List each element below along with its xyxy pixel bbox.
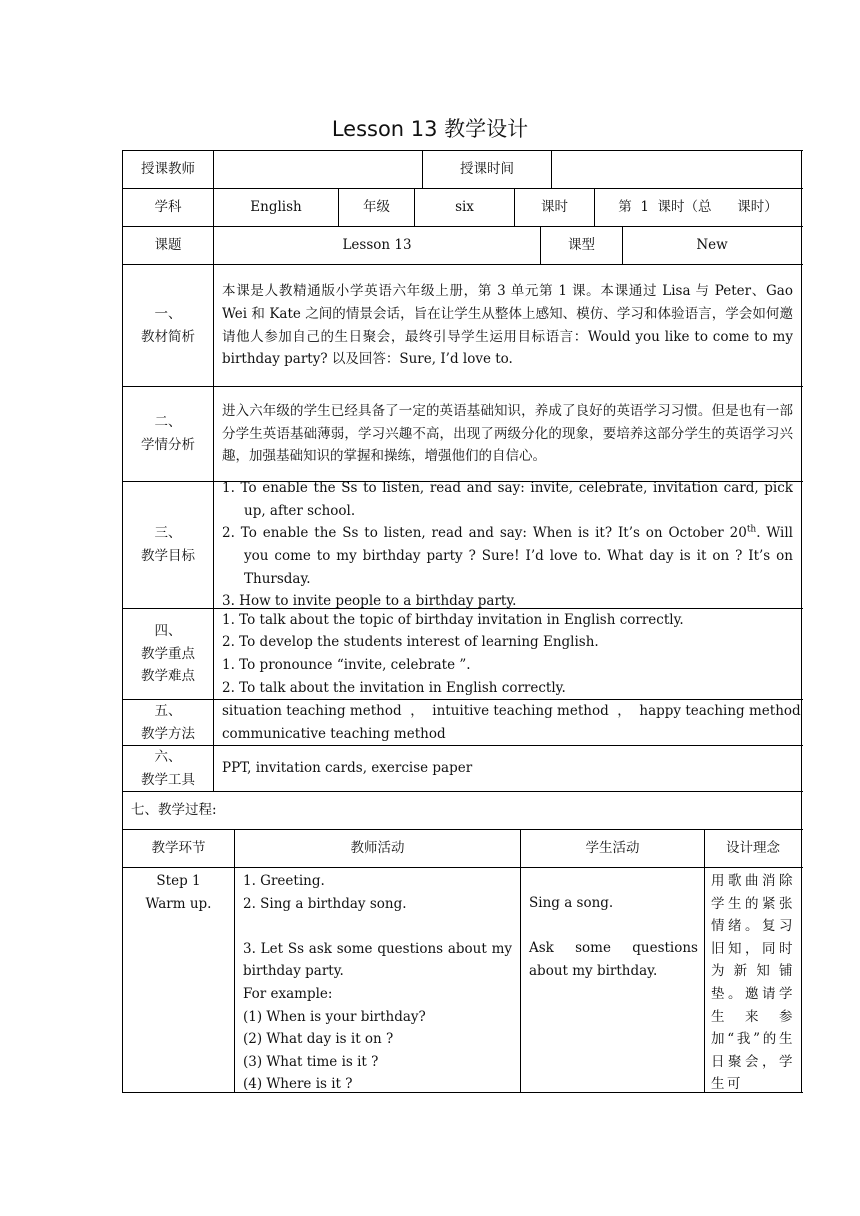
step-1-teacher-activity	[235, 868, 521, 1092]
section-teaching-methods	[123, 700, 803, 746]
teacher-activity-5: (1) When is your birthday?	[243, 1008, 426, 1025]
section-2-number: 二、	[154, 414, 182, 431]
section-7-heading: 七、教学过程:	[123, 792, 802, 829]
section-1-text: 本课是人教精通版小学英语六年级上册，第 3 单元第 1 课。本课通过 Lisa 与 Peter、Gao Wei 和 Kate 之间的情景会话，旨在让学生从整体上感知、模仿、学习和体验语言，学会如何邀请他人参加自己的生日聚会，最终引导学生运用目标语言：Would you like to come to my birthday party? 以及回答：Sure, I’d love to.	[222, 283, 793, 368]
section-5-heading	[123, 700, 214, 745]
section-6-heading	[123, 746, 214, 791]
process-step-1-row	[123, 868, 803, 1093]
process-header-concept: 设计理念	[705, 830, 802, 867]
section-5-number: 五、	[154, 702, 182, 719]
section-5-content	[214, 700, 802, 745]
section-2-text: 进入六年级的学生已经具备了一定的英语基础知识，养成了良好的英语学习习惯。但是也有一部分学生英语基础薄弱，学习兴趣不高，出现了两级分化的现象，要培养这部分学生的英语学习兴趣，加强基础知识的掌握和操练，增强他们的自信心。	[222, 403, 793, 465]
section-3-number: 三、	[154, 525, 182, 542]
section-2-content	[214, 387, 802, 481]
type-value: New	[623, 227, 802, 264]
teacher-value	[214, 151, 423, 188]
time-label: 授课时间	[423, 151, 552, 188]
section-4-content	[214, 609, 802, 699]
grade-value: six	[415, 189, 515, 226]
difficulty-2: 2. To talk about the invitation in English correctly.	[222, 679, 566, 696]
section-4-number: 四、	[154, 623, 182, 640]
teacher-activity-6: (2) What day is it on ?	[243, 1031, 394, 1048]
student-activity-1: Sing a song.	[529, 895, 614, 911]
methods-line-2: communicative teaching method	[222, 725, 446, 742]
teacher-activity-7: (3) What time is it ?	[243, 1053, 379, 1070]
key-point-1: 1. To talk about the topic of birthday invitation in English correctly.	[222, 611, 684, 628]
step-1-student-activity	[521, 868, 705, 1092]
teacher-activity-2: 2. Sing a birthday song.	[243, 895, 407, 912]
student-activity-2: Ask some questions about my birthday.	[529, 940, 698, 979]
step-1-name: Warm up.	[145, 895, 212, 912]
design-concept-text: 用歌曲消除学生的紧张情绪。复习旧知，同时为新知铺垫。邀请学生来参加“我”的生日聚会，学生可	[711, 873, 795, 1092]
section-4-heading	[123, 609, 214, 699]
objective-1: 1. To enable the Ss to listen, read and say: invite, celebrate, invitation card, pick up, after school.	[222, 480, 793, 519]
step-1-design-concept	[705, 868, 802, 1092]
topic-value: Lesson 13	[214, 227, 541, 264]
teacher-label: 授课教师	[123, 151, 214, 188]
objective-2-sup: th	[746, 524, 757, 535]
section-teaching-process	[123, 792, 803, 830]
section-4-label-2: 教学难点	[141, 668, 195, 685]
section-1-label: 教材简析	[141, 328, 195, 345]
methods-line-1: situation teaching method ， intuitive teaching method ， happy teaching method	[222, 702, 801, 719]
section-1-heading	[123, 265, 214, 386]
section-teaching-objectives	[123, 482, 803, 609]
section-6-label: 教学工具	[141, 771, 195, 788]
section-4-label-1: 教学重点	[141, 645, 195, 662]
process-header-student: 学生活动	[521, 830, 705, 867]
section-learner-analysis	[123, 387, 803, 482]
period-label: 课时	[515, 189, 595, 226]
tools-text: PPT, invitation cards, exercise paper	[222, 760, 473, 777]
grade-label: 年级	[339, 189, 415, 226]
section-1-number: 一、	[154, 305, 182, 322]
section-6-number: 六、	[154, 748, 182, 765]
step-1-number: Step 1	[156, 873, 201, 889]
time-value	[552, 151, 802, 188]
section-2-heading	[123, 387, 214, 481]
section-textbook-analysis	[123, 265, 803, 387]
section-key-points	[123, 609, 803, 700]
type-label: 课型	[541, 227, 623, 264]
section-3-content	[214, 482, 802, 608]
objective-3: 3. How to invite people to a birthday party.	[222, 593, 517, 610]
row-subject	[123, 189, 803, 227]
teacher-activity-4: For example:	[243, 985, 333, 1002]
objective-2-rest: . Will you come to my birthday party ? Sure! I’d love to. What day is it on ? It’s on Thursday.	[244, 525, 793, 587]
process-header-teacher: 教师活动	[235, 830, 521, 867]
objective-2-text: 2. To enable the Ss to listen, read and say: When is it? It’s on October 20	[222, 525, 747, 542]
document-title: Lesson 13 教学设计	[331, 117, 529, 141]
subject-label: 学科	[123, 189, 214, 226]
topic-label: 课题	[123, 227, 214, 264]
section-6-content	[214, 746, 802, 791]
objective-2	[222, 522, 793, 590]
section-1-content	[214, 265, 802, 386]
difficulty-1: 1. To pronounce “invite, celebrate ”.	[222, 657, 471, 673]
teacher-activity-3: 3. Let Ss ask some questions about my birthday party.	[243, 940, 512, 980]
teacher-activity-8: (4) Where is it ?	[243, 1076, 353, 1093]
process-header-stage: 教学环节	[123, 830, 235, 867]
process-header-row	[123, 830, 803, 868]
key-point-2: 2. To develop the students interest of learning English.	[222, 634, 599, 651]
section-2-label: 学情分析	[141, 437, 195, 453]
subject-value: English	[214, 189, 339, 226]
section-3-heading	[123, 482, 214, 608]
row-topic	[123, 227, 803, 265]
lesson-plan-table	[122, 150, 803, 1093]
section-3-label: 教学目标	[141, 548, 195, 564]
section-5-label: 教学方法	[141, 725, 195, 742]
row-teacher	[123, 151, 803, 189]
teacher-activity-1: 1. Greeting.	[243, 873, 325, 889]
step-1-stage	[123, 868, 235, 1092]
section-teaching-tools	[123, 746, 803, 792]
period-value: 第 1 课时（总 课时）	[595, 189, 802, 226]
